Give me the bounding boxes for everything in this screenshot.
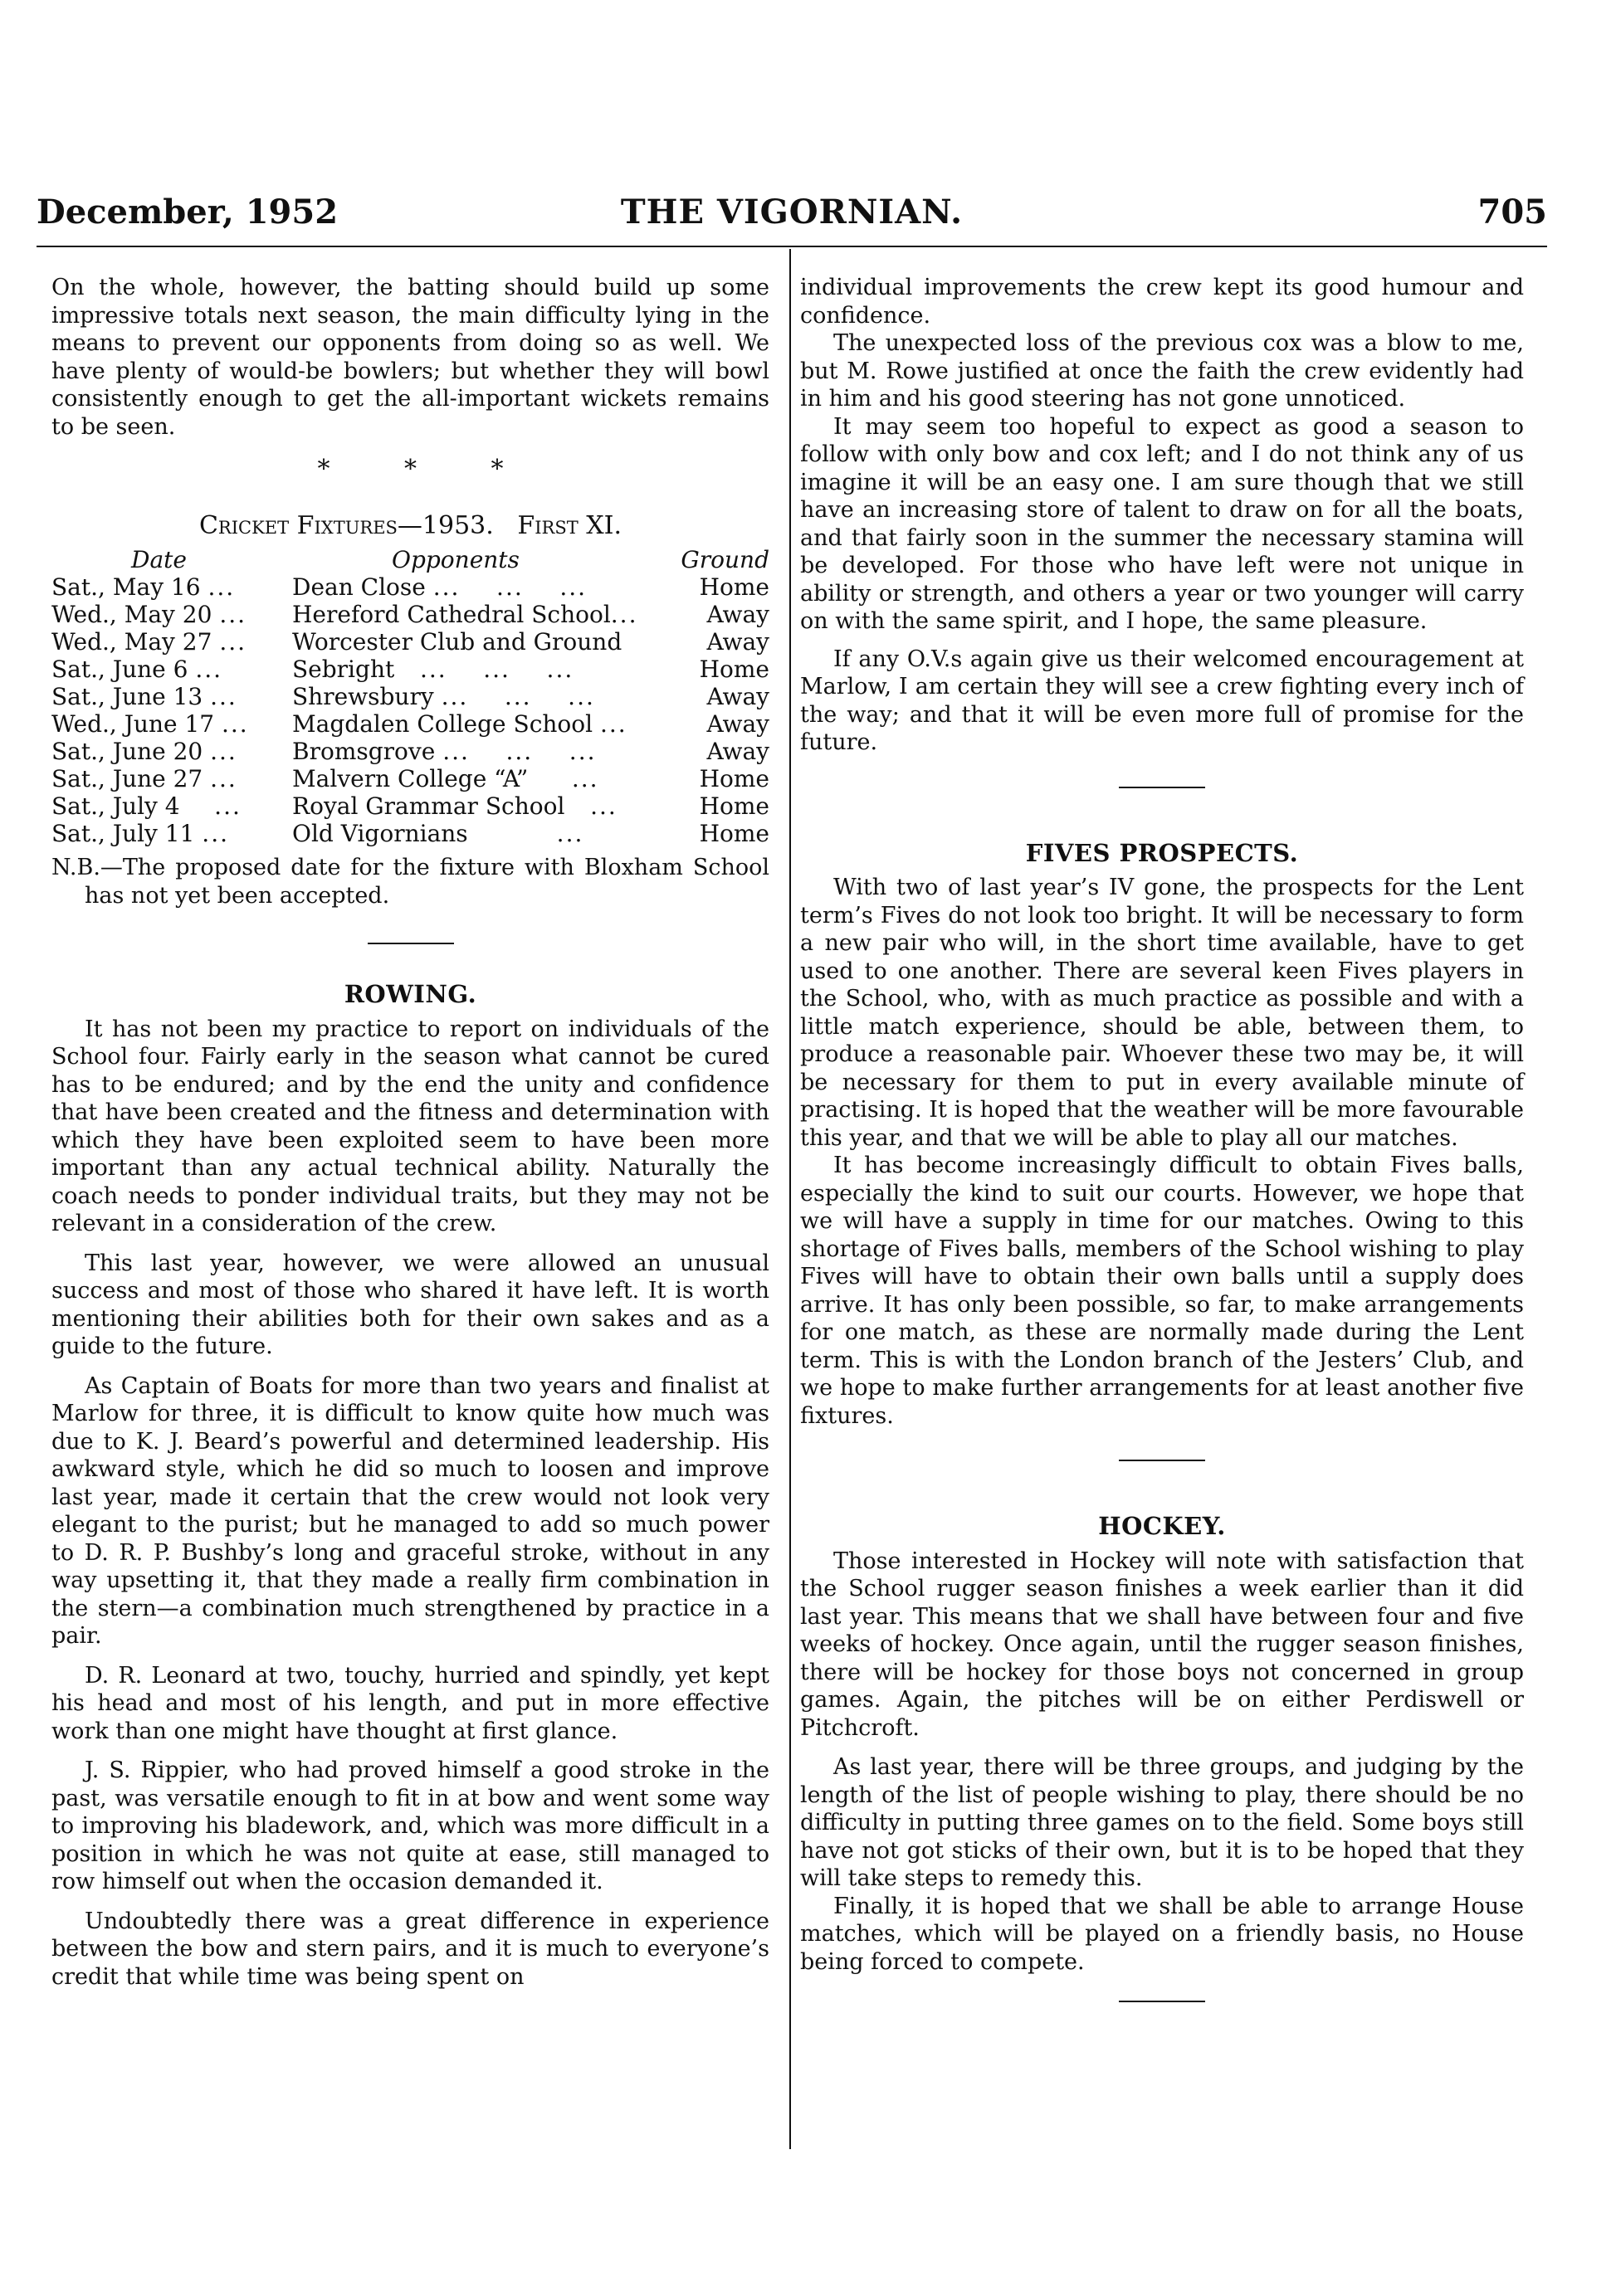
column-header-opponents: Opponents [392, 546, 520, 573]
rowing-paragraph: It has not been my practice to report on individuals of the School four. Fairly early in the season what cannot be cured has to be endured; and by the end the unity and confidence that have been created and the fitness and determination with which they have been exploited seem to have been more important than any actual technical ability. Naturally the coach needs to ponder individual traits, but they may not be relevant in a consideration of the crew. [51, 1016, 769, 1236]
rowing-paragraph: This last year, however, we were allowed an unusual success and most of those who shared it have left. It is worth mentioning their abilities both for their own sakes and as a guide to the future. [51, 1250, 769, 1359]
fixtures-header-row [51, 546, 769, 573]
journal-title: THE VIGORNIAN. [620, 193, 964, 232]
fixture-row: Sat., June 27 ... Malvern College “A” ... Home [51, 765, 769, 792]
section-rule [1119, 787, 1205, 788]
fixture-row: Sat., June 13 ... Shrewsbury ... ... ... Away [51, 683, 769, 710]
rowing-heading: ROWING. [344, 980, 477, 1008]
fixtures-table [51, 546, 769, 847]
fives-paragraph: With two of last year’s IV gone, the prospects for the Lent term’s Fives do not look too bright. It will be necessary to form a new pair who will, in the short time available, have to get used to one another. There are several keen Fives players in the School, who, with as much practice as possible and with a little match experience, should be able, between them, to produce a reasonable pair. Whoever these two may be, it will be necessary for them to put in every available minute of practising. It is hoped that the weather will be more favourable this year, and that we will be able to play all our matches. [800, 875, 1524, 1151]
rowing-paragraph: As Captain of Boats for more than two years and finalist at Marlow for three, it is difficult to know quite how much was due to K. J. Beard’s powerful and determined leadership. His awkward style, which he did so much to loosen and improve last year, made it certain that the crew would not look very elegant to the purist; but he managed to add so much power to D. R. P. Bushby’s long and graceful stroke, without in any way upsetting it, that they made a really firm combination in the stern—a combination much strengthened by practice in a pair. [51, 1372, 769, 1649]
fixtures-title: Cricket Fixtures—1953. First XI. [198, 510, 622, 540]
section-rule [1119, 1460, 1205, 1461]
fixture-row: Wed., May 20 ... Hereford Cathedral School... Away [51, 601, 769, 628]
section-rule [368, 943, 454, 944]
fixture-row: Wed., June 17 ... Magdalen College School ... Away [51, 710, 769, 738]
right-column [800, 274, 1524, 2002]
fixture-row: Sat., July 11 ... Old Vigornians ... Home [51, 820, 769, 847]
fives-heading: FIVES PROSPECTS. [1025, 838, 1299, 867]
header-date: December, 1952 [37, 193, 339, 232]
fives-paragraph: It has become increasingly difficult to obtain Fives balls, especially the kind to suit our courts. However, we hope that we will have a supply in time for our matches. Owing to this shortage of Fives balls, members of the School wishing to play Fives will have to obtain their own balls until a supply does arrive. It has only been possible, so far, to make arrangements for one match, as these are normally made during the Lent term. This is with the London branch of the Jesters’ Club, and we hope to make further arrangements for at least another five fixtures. [800, 1153, 1524, 1429]
hockey-paragraph: As last year, there will be three groups, and judging by the length of the list of people wishing to play, there should be no difficulty in putting three games on to the field. Some boys still have not got sticks of their own, but it is to be hoped that they will take steps to remedy this. [800, 1754, 1524, 1891]
rowing-paragraph: It may seem too hopeful to expect as good a season to follow with only bow and cox left; and I do not think any of us imagine it will be an easy one. I am sure though that we still have an increasing store of talent to draw on for all the boats, and that fairly soon in the summer the necessary stamina will be developed. For those who have left were not unique in ability or strength, and others a year or two younger will carry on with the same spirit, and I hope, the same pleasure. [800, 413, 1524, 634]
rowing-paragraph: Undoubtedly there was a great difference in experience between the bow and stern pairs, and it is much to everyone’s credit that while time was being spent on [51, 1908, 769, 1990]
hockey-heading: HOCKEY. [1098, 1512, 1226, 1540]
fixture-row: Sat., June 20 ... Bromsgrove ... ... ... Away [51, 738, 769, 765]
column-header-date: Date [131, 546, 187, 573]
fixture-row: Sat., May 16 ... Dean Close ... ... ... Home [51, 573, 769, 601]
hockey-paragraph: Finally, it is hoped that we shall be able to arrange House matches, which will be played on a friendly basis, no House being forced to compete. [800, 1893, 1524, 1975]
fixture-row: Sat., July 4 ... Royal Grammar School ... Home [51, 792, 769, 820]
rowing-paragraph: J. S. Rippier, who had proved himself a good stroke in the past, was versatile enough to fit in at bow and went some way to improving his bladework, and, which was more difficult in a position in which he was not quite at ease, still managed to row himself out when the occasion demanded it. [51, 1757, 769, 1894]
column-divider [789, 249, 791, 2149]
header-rule [37, 246, 1547, 247]
fixtures-note: N.B.—The proposed date for the fixture with Bloxham School has not yet been accepted. [51, 855, 769, 909]
running-header [37, 193, 1547, 242]
fixture-row: Sat., June 6 ... Sebright ... ... ... Home [51, 656, 769, 683]
section-stars: * * * [317, 455, 537, 484]
fixture-row: Wed., May 27 ... Worcester Club and Ground Away [51, 628, 769, 656]
left-column [51, 274, 769, 1991]
column-header-ground: Ground [681, 546, 769, 573]
hockey-paragraph: Those interested in Hockey will note with satisfaction that the School rugger season finishes a week earlier than it did last year. This means that we shall have between four and five weeks of hockey. Once again, until the rugger season finishes, there will be hockey for those boys not concerned in group games. Again, the pitches will be on either Perdiswell or Pitchcroft. [800, 1548, 1524, 1741]
cricket-closing-paragraph: On the whole, however, the batting should build up some impressive totals next season, the main difficulty lying in the means to prevent our opponents from doing so as well. We have plenty of would-be bowlers; but whether they will bowl consistently enough to get the all-important wickets remains to be seen. [51, 275, 769, 440]
rowing-paragraph: The unexpected loss of the previous cox was a blow to me, but M. Rowe justified at once the faith the crew evidently had in him and his good steering has not gone unnoticed. [800, 330, 1524, 412]
page-number: 705 [1477, 193, 1547, 232]
rowing-paragraph: D. R. Leonard at two, touchy, hurried and spindly, yet kept his head and most of his length, and put in more effective work than one might have thought at first glance. [51, 1662, 769, 1744]
section-rule [1119, 2001, 1205, 2002]
rowing-continued-paragraph: individual improvements the crew kept its good humour and confidence. [800, 275, 1524, 329]
rowing-paragraph: If any O.V.s again give us their welcomed encouragement at Marlow, I am certain they will see a crew fighting every inch of the way; and that it will be even more full of promise for the future. [800, 646, 1524, 755]
